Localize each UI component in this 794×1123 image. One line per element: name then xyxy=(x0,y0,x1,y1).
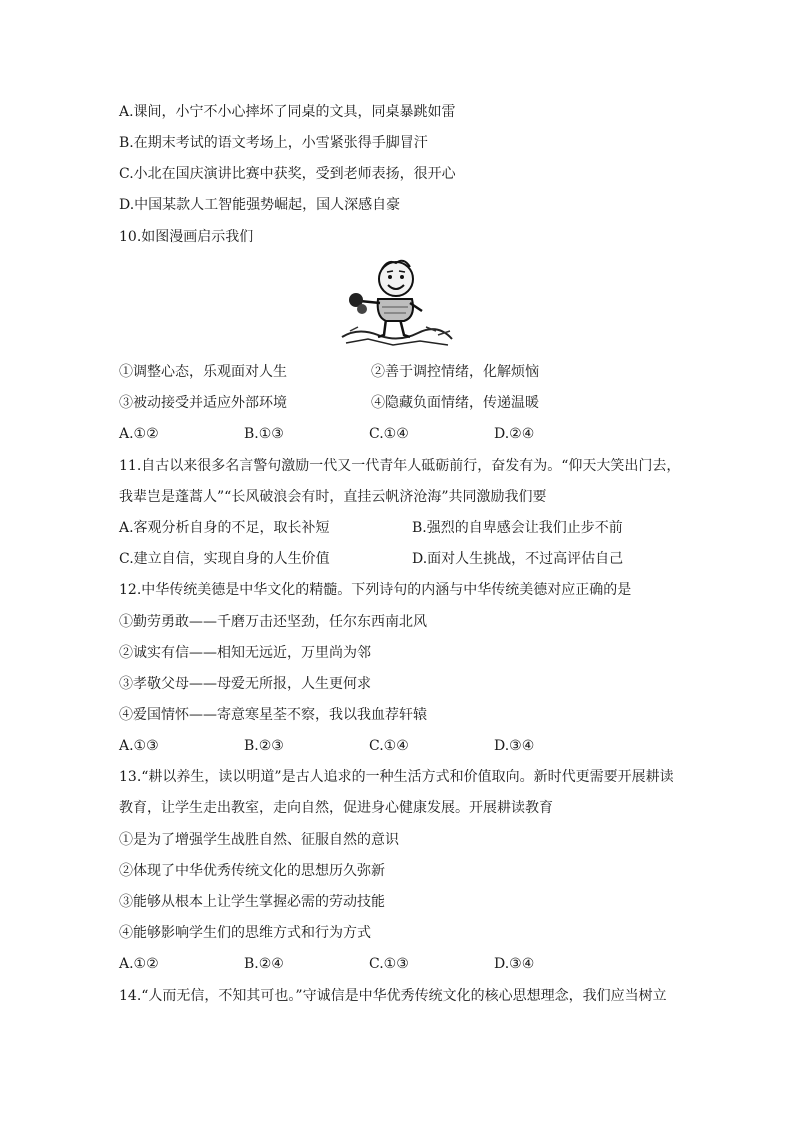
q12-choice-d: D.③④ xyxy=(494,738,535,754)
q12-choice-a: A.①③ xyxy=(119,738,159,754)
q12-choice-c: C.①④ xyxy=(369,738,409,754)
q13-item-4: ④能够影响学生们的思维方式和行为方式 xyxy=(119,925,371,941)
q10-item-2: ②善于调控情绪，化解烦恼 xyxy=(371,364,539,380)
q13-item-3: ③能够从根本上让学生掌握必需的劳动技能 xyxy=(119,894,385,910)
q9-option-d: D.中国某款人工智能强势崛起，国人深感自豪 xyxy=(119,197,401,213)
q13-item-1: ①是为了增强学生战胜自然、征服自然的意识 xyxy=(119,832,399,848)
q13-choice-c: C.①③ xyxy=(369,956,409,972)
q13-stem-line-1: 13.“耕以养生，读以明道”是古人追求的一种生活方式和价值取向。新时代更需要开展耕读 xyxy=(119,769,674,785)
q11-choice-c: C.建立自信，实现自身的人生价值 xyxy=(119,551,330,567)
q14-stem: 14.“人而无信，不知其可也。”守诚信是中华优秀传统文化的核心思想理念，我们应当树立 xyxy=(119,988,667,1004)
q11-choice-d: D.面对人生挑战，不过高评估自己 xyxy=(412,551,624,567)
q12-item-4: ④爱国情怀——寄意寒星荃不察，我以我血荐轩辕 xyxy=(119,707,427,723)
q13-choice-a: A.①② xyxy=(119,956,159,972)
q12-item-1: ①勤劳勇敢——千磨万击还坚劲，任尔东西南北风 xyxy=(119,614,427,630)
q9-option-b: B.在期末考试的语文考场上，小雪紧张得手脚冒汗 xyxy=(119,135,428,151)
q10-choice-d: D.②④ xyxy=(494,426,535,442)
q10-item-4: ④隐藏负面情绪，传递温暖 xyxy=(371,395,539,411)
q13-choice-d: D.③④ xyxy=(494,956,535,972)
q10-item-3: ③被动接受并适应外部环境 xyxy=(119,395,287,411)
q13-stem-line-2: 教育，让学生走出教室，走向自然，促进身心健康发展。开展耕读教育 xyxy=(119,800,553,816)
q10-stem: 10.如图漫画启示我们 xyxy=(119,229,254,245)
q10-choice-a: A.①② xyxy=(119,426,159,442)
q12-item-3: ③孝敬父母——母爱无所报，人生更何求 xyxy=(119,676,371,692)
q12-stem: 12.中华传统美德是中华文化的精髓。下列诗句的内涵与中华传统美德对应正确的是 xyxy=(119,582,632,598)
q10-choice-b: B.①③ xyxy=(244,426,284,442)
q9-option-a: A.课间，小宁不小心摔坏了同桌的文具，同桌暴跳如雷 xyxy=(119,104,456,120)
cartoon-illustration xyxy=(338,257,456,351)
q10-item-1: ①调整心态，乐观面对人生 xyxy=(119,364,287,380)
q9-option-c: C.小北在国庆演讲比赛中获奖，受到老师表扬，很开心 xyxy=(119,166,456,182)
q10-choice-c: C.①④ xyxy=(369,426,409,442)
q11-stem-line-2: 我辈岂是蓬蒿人”“长风破浪会有时，直挂云帆济沧海”共同激励我们要 xyxy=(119,489,547,505)
q11-stem-line-1: 11.自古以来很多名言警句激励一代又一代青年人砥砺前行，奋发有为。“仰天大笑出门去， xyxy=(119,458,681,474)
q13-choice-b: B.②④ xyxy=(244,956,284,972)
q13-item-2: ②体现了中华优秀传统文化的思想历久弥新 xyxy=(119,863,385,879)
q11-choice-a: A.客观分析自身的不足，取长补短 xyxy=(119,520,330,536)
q11-choice-b: B.强烈的自卑感会让我们止步不前 xyxy=(412,520,623,536)
q12-choice-b: B.②③ xyxy=(244,738,284,754)
q12-item-2: ②诚实有信——相知无远近，万里尚为邻 xyxy=(119,645,371,661)
